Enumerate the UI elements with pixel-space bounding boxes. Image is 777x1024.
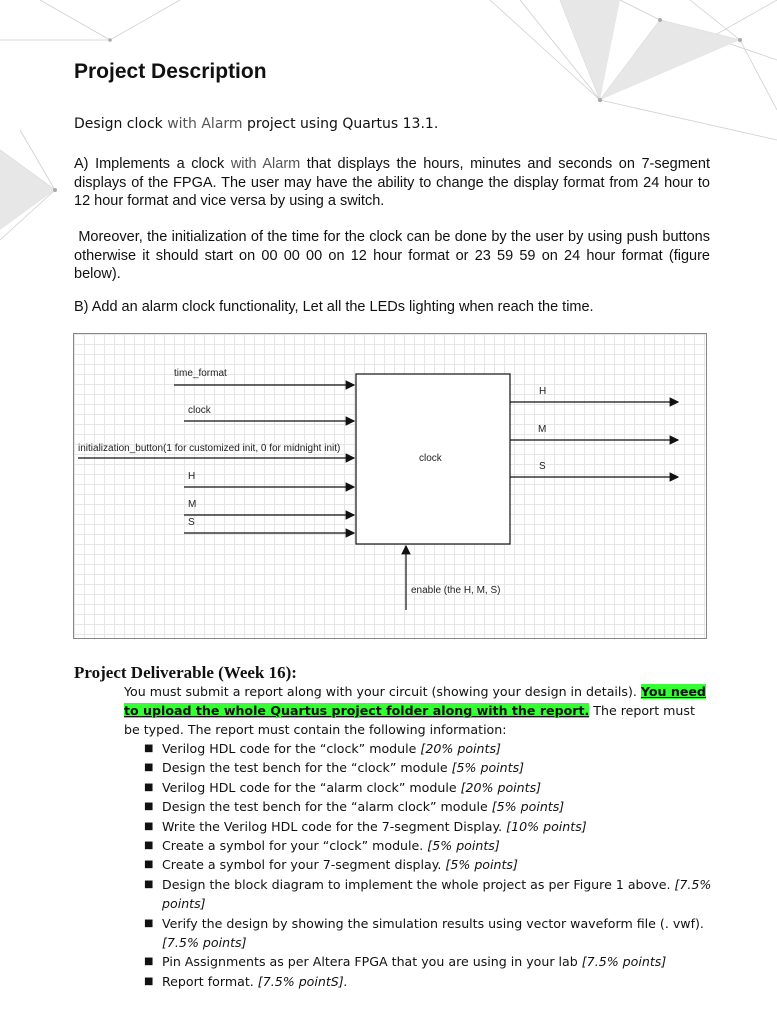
deliverable-intro-before: You must submit a report along with your circuit (showing your design in details). <box>124 684 641 699</box>
deliverable-highlight: You need to upload the whole Quartus project folder along with the report. <box>124 684 706 718</box>
item-points: [5% points] <box>427 838 500 854</box>
label-enable: enable (the H, M, S) <box>411 585 501 596</box>
intro-line <box>74 116 438 132</box>
item-points: [7.5% pointS]. <box>257 973 348 989</box>
item-text: Write the Verilog HDL code for the 7-segment Display. <box>162 818 507 834</box>
page-title: Project Description <box>74 60 267 83</box>
list-item <box>124 778 724 797</box>
list-item <box>124 952 724 971</box>
item-text: Verilog HDL code for the “alarm clock” module <box>162 779 461 795</box>
part-b-paragraph: B) Add an alarm clock functionality, Let all the LEDs lighting when reach the time. <box>74 299 594 315</box>
item-points: [7.5% points] <box>581 954 667 970</box>
list-item <box>124 797 724 816</box>
bullet-icon: ■ <box>144 975 154 987</box>
label-clock-input: clock <box>188 405 211 416</box>
list-item <box>124 739 724 758</box>
item-text: Pin Assignments as per Altera FPGA that you are using in your lab <box>162 954 582 970</box>
intro-before: Design clock <box>74 116 168 132</box>
item-points: [5% points] <box>451 760 525 776</box>
item-text: Design the test bench for the “clock” module <box>162 760 452 776</box>
label-m-input: M <box>188 499 197 510</box>
list-item <box>124 972 724 991</box>
item-text: Create a symbol for your “clock” module. <box>162 838 428 854</box>
bullet-icon: ■ <box>144 762 154 774</box>
bullet-icon: ■ <box>144 956 154 968</box>
part-a-after: that displays the hours, minutes and seconds on 7-segment displays of the FPGA. The user may have the ability to change the display format from 24 hour to 12 hour format and vice versa by using a switch. <box>74 156 710 209</box>
label-s-input: S <box>188 517 195 528</box>
list-item <box>124 758 724 777</box>
bullet-icon: ■ <box>144 878 154 890</box>
item-points: [10% points] <box>506 818 587 834</box>
item-text: Create a symbol for your 7-segment display. <box>162 857 446 873</box>
item-points: [5% points] <box>491 799 565 815</box>
deliverable-intro <box>124 682 710 739</box>
item-text: Design the test bench for the “alarm clock” module <box>162 799 492 815</box>
item-text: Report format. <box>162 973 258 989</box>
label-h-output: H <box>539 386 547 397</box>
intro-alarm: with Alarm <box>167 116 243 132</box>
label-time-format: time_format <box>174 368 227 379</box>
list-item <box>124 914 724 953</box>
item-text: Verilog HDL code for the “clock” module <box>162 741 421 756</box>
item-points: [7.5% points] <box>162 876 712 912</box>
diagram-lines <box>74 334 708 640</box>
moreover-paragraph: Moreover, the initialization of the time for the clock can be done by the user by using push buttons otherwise it should start on 00 00 00 on 12 hour format or 23 59 59 on 24 hour format (figure below). <box>74 229 715 282</box>
label-s-output: S <box>539 461 546 472</box>
label-init-button: initialization_button(1 for customized init, 0 for midnight init) <box>78 443 341 454</box>
item-points: [20% points] <box>420 741 501 756</box>
intro-after: project using Quartus 13.1. <box>242 116 439 132</box>
bullet-icon: ■ <box>144 743 154 754</box>
list-item <box>124 817 724 836</box>
list-item <box>124 836 724 855</box>
part-a-alarm: with Alarm <box>230 156 301 172</box>
item-points: [7.5% points] <box>162 935 247 951</box>
deliverable-intro-after: The report must be typed. The report must contain the following information: <box>124 703 695 737</box>
part-a-paragraph <box>74 155 710 211</box>
item-points: [20% points] <box>460 779 542 795</box>
part-a-before: A) Implements a clock <box>74 156 231 172</box>
list-item <box>124 855 724 874</box>
label-block: clock <box>419 453 442 464</box>
item-text: Design the block diagram to implement the whole project as per Figure 1 above. <box>162 876 675 892</box>
bullet-icon: ■ <box>144 917 154 929</box>
bullet-icon: ■ <box>144 859 154 871</box>
list-item <box>124 875 724 914</box>
item-points: [5% points] <box>445 857 518 873</box>
clock-block-diagram <box>73 333 707 639</box>
item-text: Verify the design by showing the simulation results using vector waveform file (. vwf). <box>162 915 704 931</box>
bullet-icon: ■ <box>144 801 154 813</box>
bullet-icon: ■ <box>144 820 154 832</box>
label-h-input: H <box>188 471 196 482</box>
deliverable-list <box>124 739 724 991</box>
bullet-icon: ■ <box>144 781 154 793</box>
deliverable-heading: Project Deliverable (Week 16): <box>74 663 297 682</box>
bullet-icon: ■ <box>144 840 154 852</box>
label-m-output: M <box>538 424 547 435</box>
